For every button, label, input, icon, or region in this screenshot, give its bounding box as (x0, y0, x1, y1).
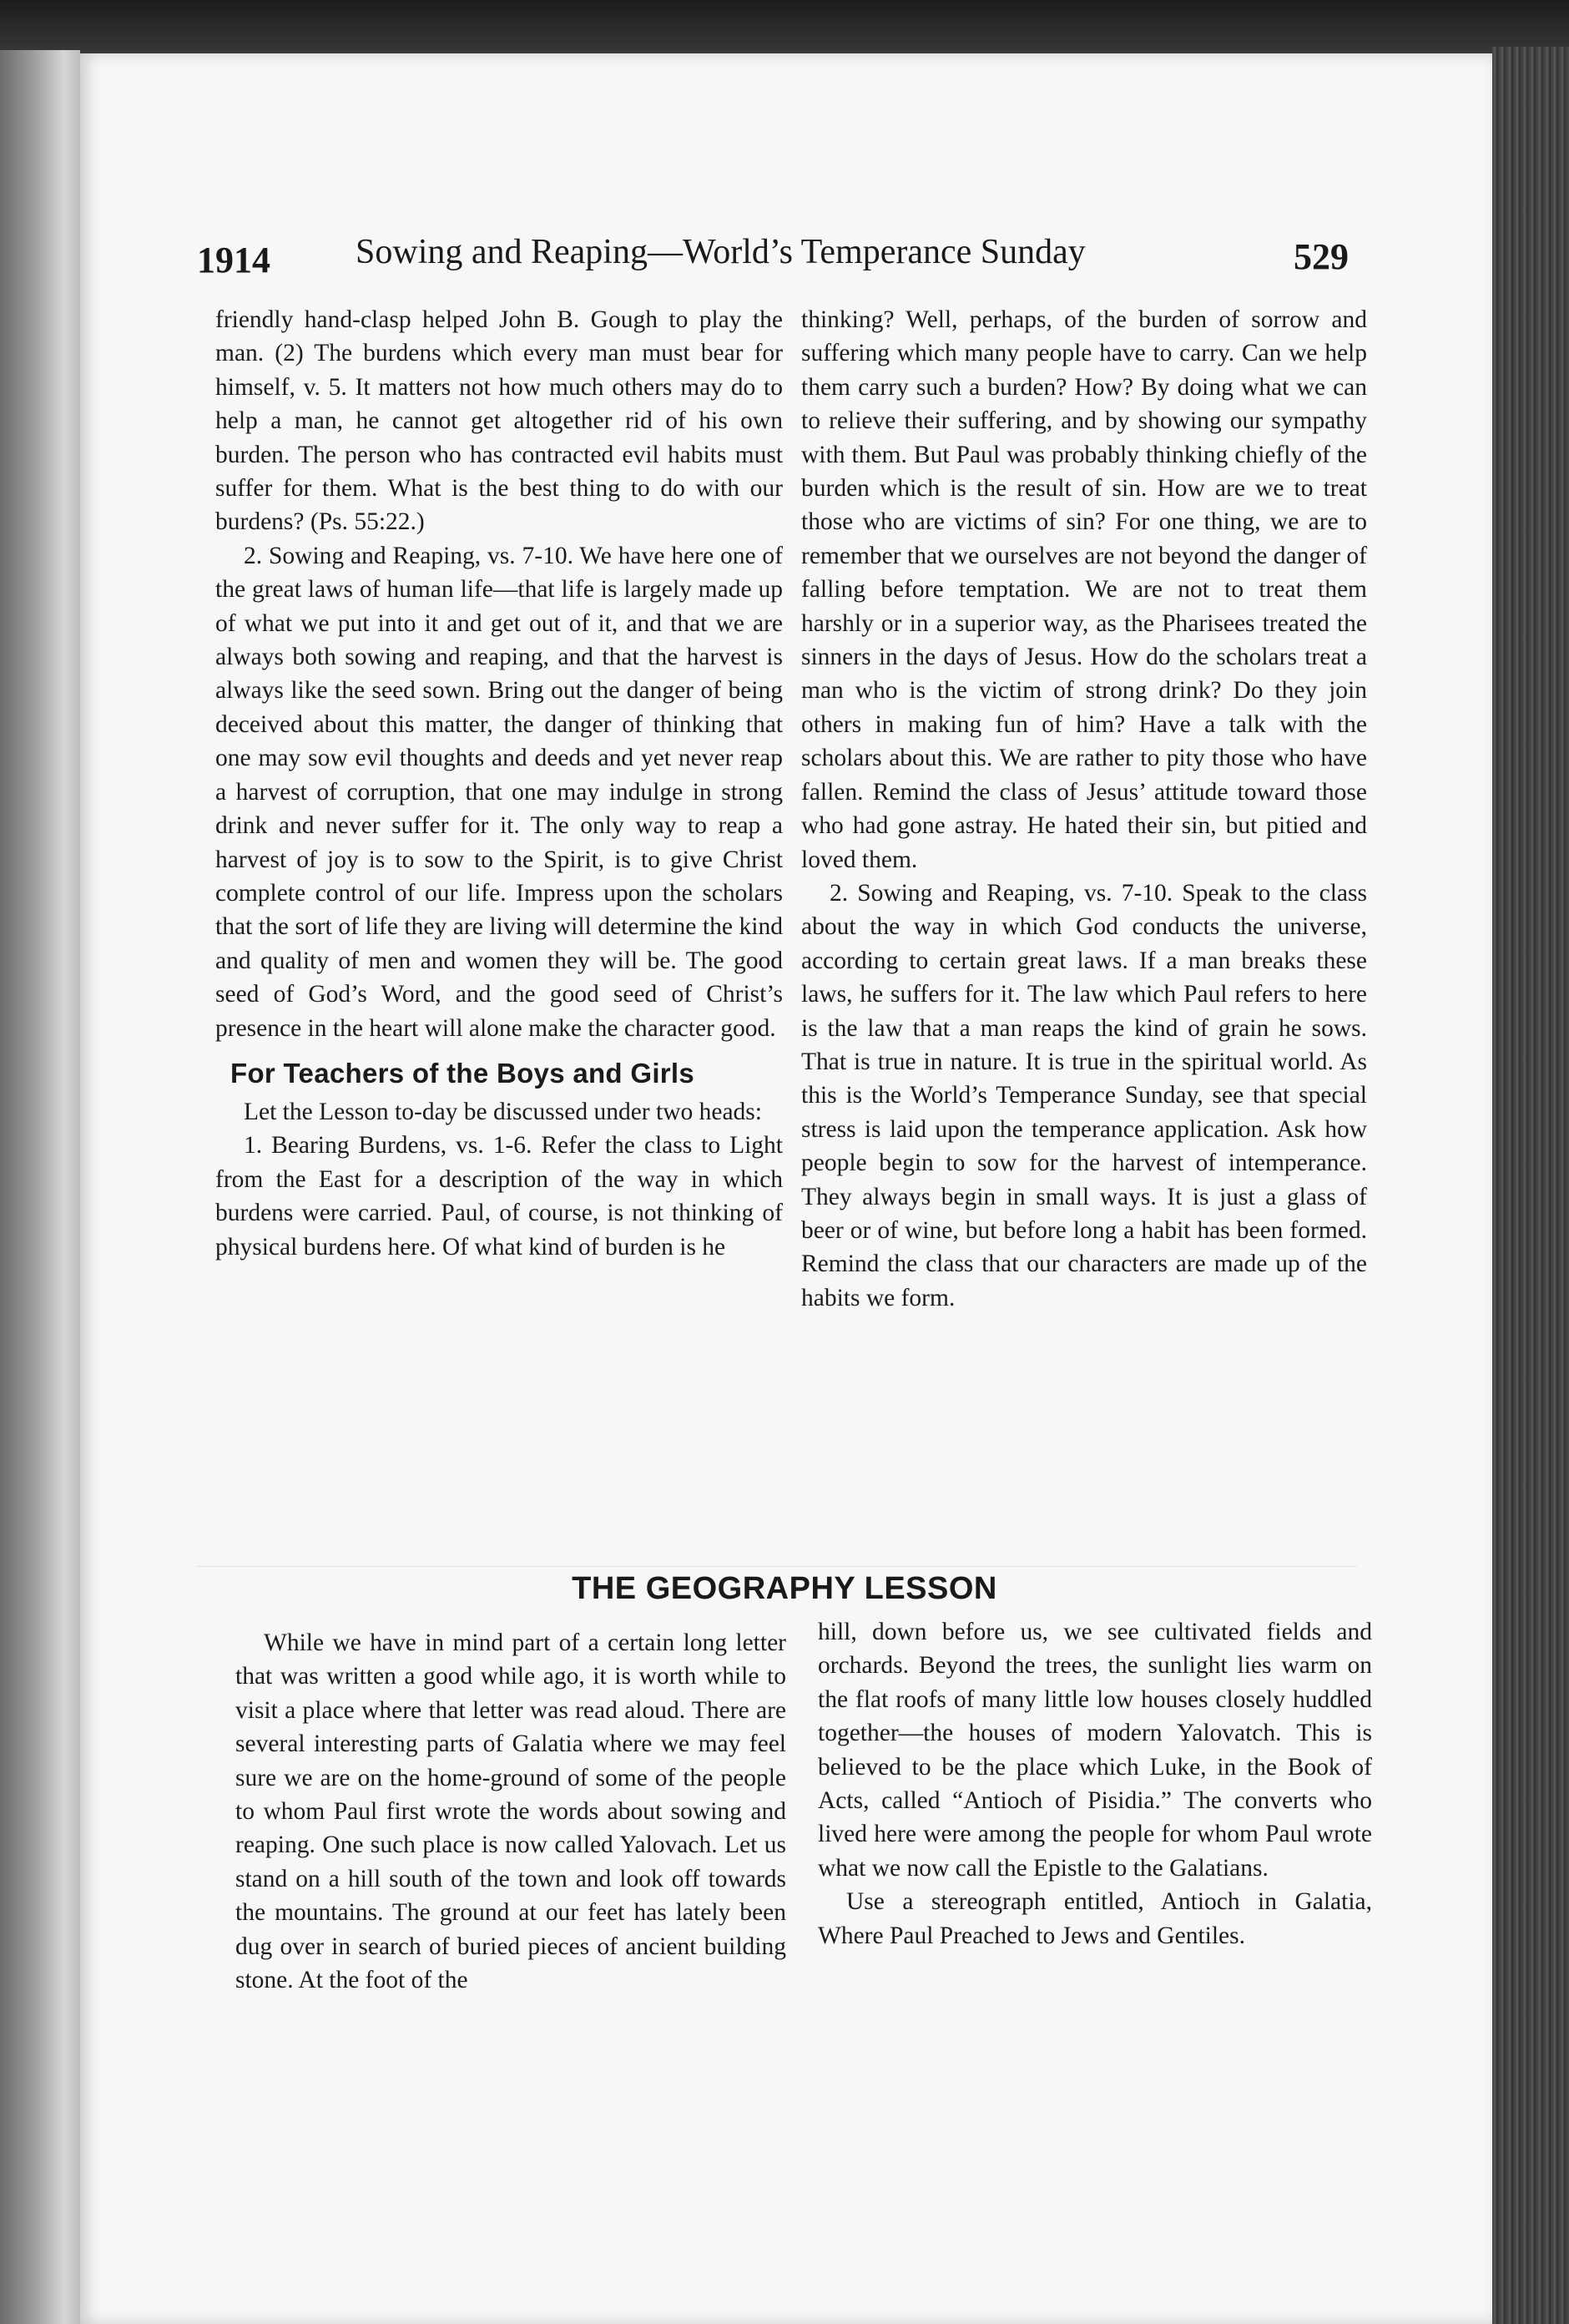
paragraph: 2. Sowing and Reaping, vs. 7-10. We have here one of the great laws of human life—that life is largely made up of what we put into it and get out of it, and that we are always both sowing and reaping, and that the harvest is always like the seed sown. Bring out the danger of being deceived about this matter, the danger of thinking that one may sow evil thoughts and deeds and yet never reap a harvest of corruption, that one may indulge in strong drink and never suffer for it. The only way to reap a harvest of joy is to sow to the Spirit, is to give Christ complete control of our life. Impress upon the scholars that the sort of life they are living will determine the kind and quality of men and women they will be. The good seed of God’s Word, and the good seed of Christ’s presence in the heart will alone make the character good. (215, 542, 783, 1042)
paragraph: thinking? Well, perhaps, of the burden of sorrow and suffering which many people have to carry. Can we help them carry such a burden? How? By doing what we can to relieve their suffering, and by showing our sympathy with them. But Paul was probably thinking chiefly of the burden which is the result of sin. How are we to treat those who are victims of sin? For one thing, we are to remember that we ourselves are not beyond the danger of falling before temptation. We are not to treat them harshly or in a superior way, as the Pharisees treated the sinners in the days of Jesus. How do the scholars treat a man who is the victim of strong drink? Do they join others in making fun of him? Have a talk with the scholars about this. We are rather to pity those who have fallen. Remind the class of Jesus’ attitude toward those who had gone astray. He hated their sin, but pitied and loved them. (801, 306, 1367, 873)
left-column-top (215, 303, 783, 1264)
paragraph: Let the Lesson to-day be discussed under two heads: (244, 1098, 762, 1125)
header-title: Sowing and Reaping—World’s Temperance Sunday (356, 233, 1086, 271)
scan-top-border (0, 0, 1569, 58)
geography-left-column (235, 1626, 786, 1997)
header-year: 1914 (197, 240, 270, 280)
geography-lesson-title: THE GEOGRAPHY LESSON (572, 1571, 997, 1606)
page-number: 529 (1294, 236, 1349, 277)
section-subheading: For Teachers of the Boys and Girls (230, 1057, 695, 1089)
paragraph: 2. Sowing and Reaping, vs. 7-10. Speak to the class about the way in which God conducts the universe, according to certain great laws. If a man breaks these laws, he suffers for it. The law which Paul refers to here is the law that a man reaps the kind of grain he sows. That is true in nature. It is true in the spiritual world. As this is the World’s Temperance Sunday, see that special stress is laid upon the temperance application. Ask how people begin to sow for the harvest of intemperance. They always begin in small ways. It is just a glass of beer or of wine, but before long a habit has been formed. Remind the class that our characters are made up of the habits we form. (801, 879, 1367, 1311)
running-header (197, 232, 1349, 290)
paragraph: While we have in mind part of a certain long letter that was written a good while ago, it is worth while to visit a place where that letter was read aloud. There are several interesting parts of Galatia where we may feel sure we are on the home-ground of some of the people to whom Paul first wrote the words about sowing and reaping. One such place is now called Yalovach. Let us stand on a hill south of the town and look off towards the mountains. The ground at our feet has lately been dug over in search of buried pieces of ancient building stone. At the foot of the (235, 1629, 786, 1994)
paragraph: Use a stereograph entitled, Antioch in Galatia, Where Paul Preached to Jews and Gentiles. (818, 1888, 1372, 1949)
right-column-top (801, 303, 1367, 1315)
paragraph: friendly hand-clasp helped John B. Gough to play the man. (2) The burdens which every man must bear for himself, v. 5. It matters not how much others may do to help a man, he cannot get altogether rid of his own burden. The person who has contracted evil habits must suffer for them. What is the best thing to do with our burdens? (Ps. 55:22.) (215, 306, 783, 536)
facing-page-edge (0, 50, 80, 2324)
paragraph: 1. Bearing Burdens, vs. 1-6. Refer the class to Light from the East for a description of the way in which burdens were carried. Paul, of course, is not thinking of physical burdens here. Of what kind of burden is he (215, 1132, 783, 1261)
book-fore-edge (1492, 47, 1569, 2324)
paragraph: hill, down before us, we see cultivated fields and orchards. Beyond the trees, the sunlight lies warm on the flat roofs of many little low houses closely huddled together—the houses of modern Yalovatch. This is believed to be the place which Luke, in the Book of Acts, called “Antioch of Pisidia.” The converts who lived here were among the people for whom Paul wrote what we now call the Epistle to the Galatians. (818, 1619, 1372, 1882)
geography-right-column (818, 1615, 1372, 1953)
section-divider (197, 1566, 1357, 1567)
